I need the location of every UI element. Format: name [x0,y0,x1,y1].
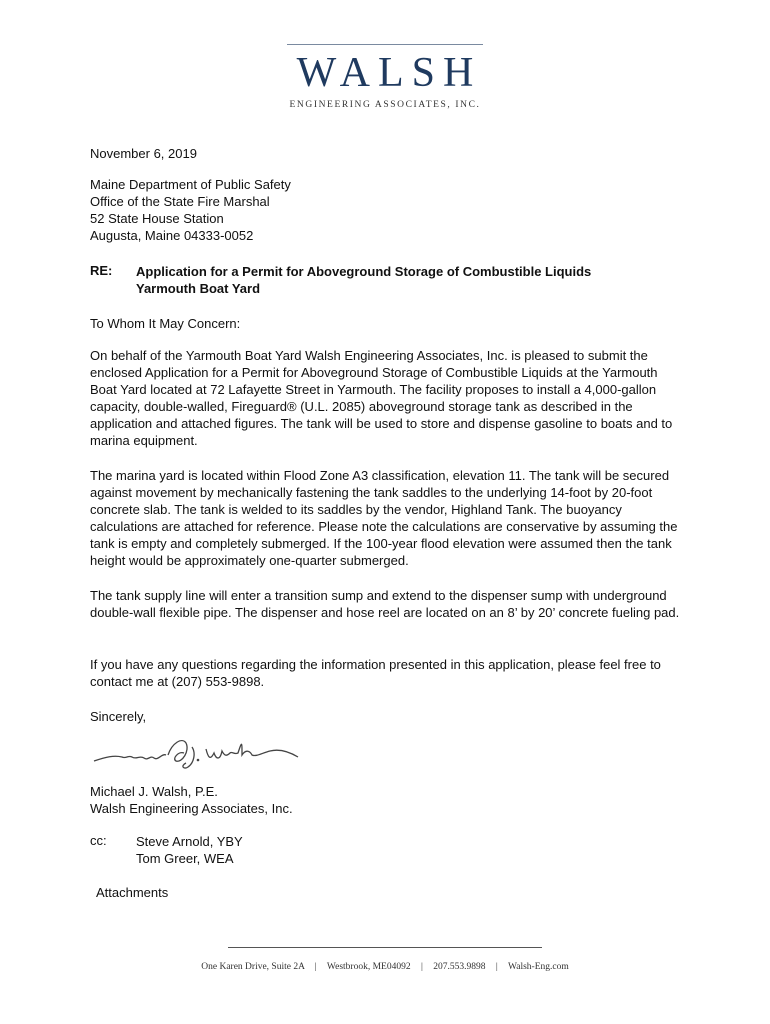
recipient-line: Office of the State Fire Marshal [90,194,270,209]
footer-separator: | [314,962,317,972]
footer-website: Walsh-Eng.com [508,962,569,972]
letter-date: November 6, 2019 [90,146,197,161]
re-label: RE: [90,263,113,278]
footer [0,962,770,972]
signature-image [92,733,302,773]
cc-list [136,833,243,867]
cc-label: cc: [90,833,107,848]
closing: Sincerely, [90,709,147,724]
salutation: To Whom It May Concern: [90,316,241,331]
recipient-line: 52 State House Station [90,211,224,226]
body-paragraph-2: The marina yard is located within Flood Zone A3 classification, elevation 11. The tank will be secured against movement by mechanically fastening the tank saddles to the underlying 14-foot by 20-foot concrete slab. The tank is welded to its saddles by the vendor, Highland Tank. The buoyancy calculations are attached for reference. Please note the calculations are conservative by assuming the tank is empty and completely submerged. If the 100-year flood elevation were assumed then the tank height would be approximately one-quarter submerged. [90,468,678,568]
re-subject-line: Application for a Permit for Aboveground Storage of Combustible Liquids [136,264,592,279]
recipient-address [90,176,291,244]
company-logo-subtitle: ENGINEERING ASSOCIATES, INC. [289,100,481,110]
recipient-line: Augusta, Maine 04333-0052 [90,228,254,243]
body-paragraph-3: The tank supply line will enter a transition sump and extend to the dispenser sump with underground double-wall flexible pipe. The dispenser and hose reel are located on an 8’ by 20’ concrete fueling pad. [90,588,680,620]
footer-separator: | [420,962,423,972]
signer-company: Walsh Engineering Associates, Inc. [90,801,293,816]
cc-name: Tom Greer, WEA [136,851,234,866]
footer-separator: | [495,962,498,972]
logo-divider [287,44,483,45]
re-subject [136,263,591,297]
footer-address: One Karen Drive, Suite 2A [201,962,305,972]
footer-city: Westbrook, ME04092 [326,962,411,972]
attachments-label: Attachments [96,885,169,900]
footer-divider [228,947,542,948]
footer-phone: 207.553.9898 [433,962,486,972]
body-paragraph-4: If you have any questions regarding the information presented in this application, please feel free to contact me at (207) 553-9898. [90,657,661,689]
signer-block [90,783,293,817]
re-subject-line: Yarmouth Boat Yard [136,281,261,296]
body-paragraph-1: On behalf of the Yarmouth Boat Yard Walsh Engineering Associates, Inc. is pleased to submit the enclosed Application for a Permit for Aboveground Storage of Combustible Liquids at the Yarmouth Boat Yard located at 72 Lafayette Street in Yarmouth. The facility proposes to install a 4,000-gallon capacity, double-walled, Fireguard® (U.L. 2085) aboveground storage tank as described in the application and attached figures. The tank will be used to store and dispense gasoline to boats and to marina equipment. [90,348,673,448]
cc-name: Steve Arnold, YBY [136,834,243,849]
recipient-line: Maine Department of Public Safety [90,177,291,192]
company-logo-name: WALSH [296,50,482,96]
letterhead-logo [0,44,770,110]
signer-name: Michael J. Walsh, P.E. [90,784,218,799]
